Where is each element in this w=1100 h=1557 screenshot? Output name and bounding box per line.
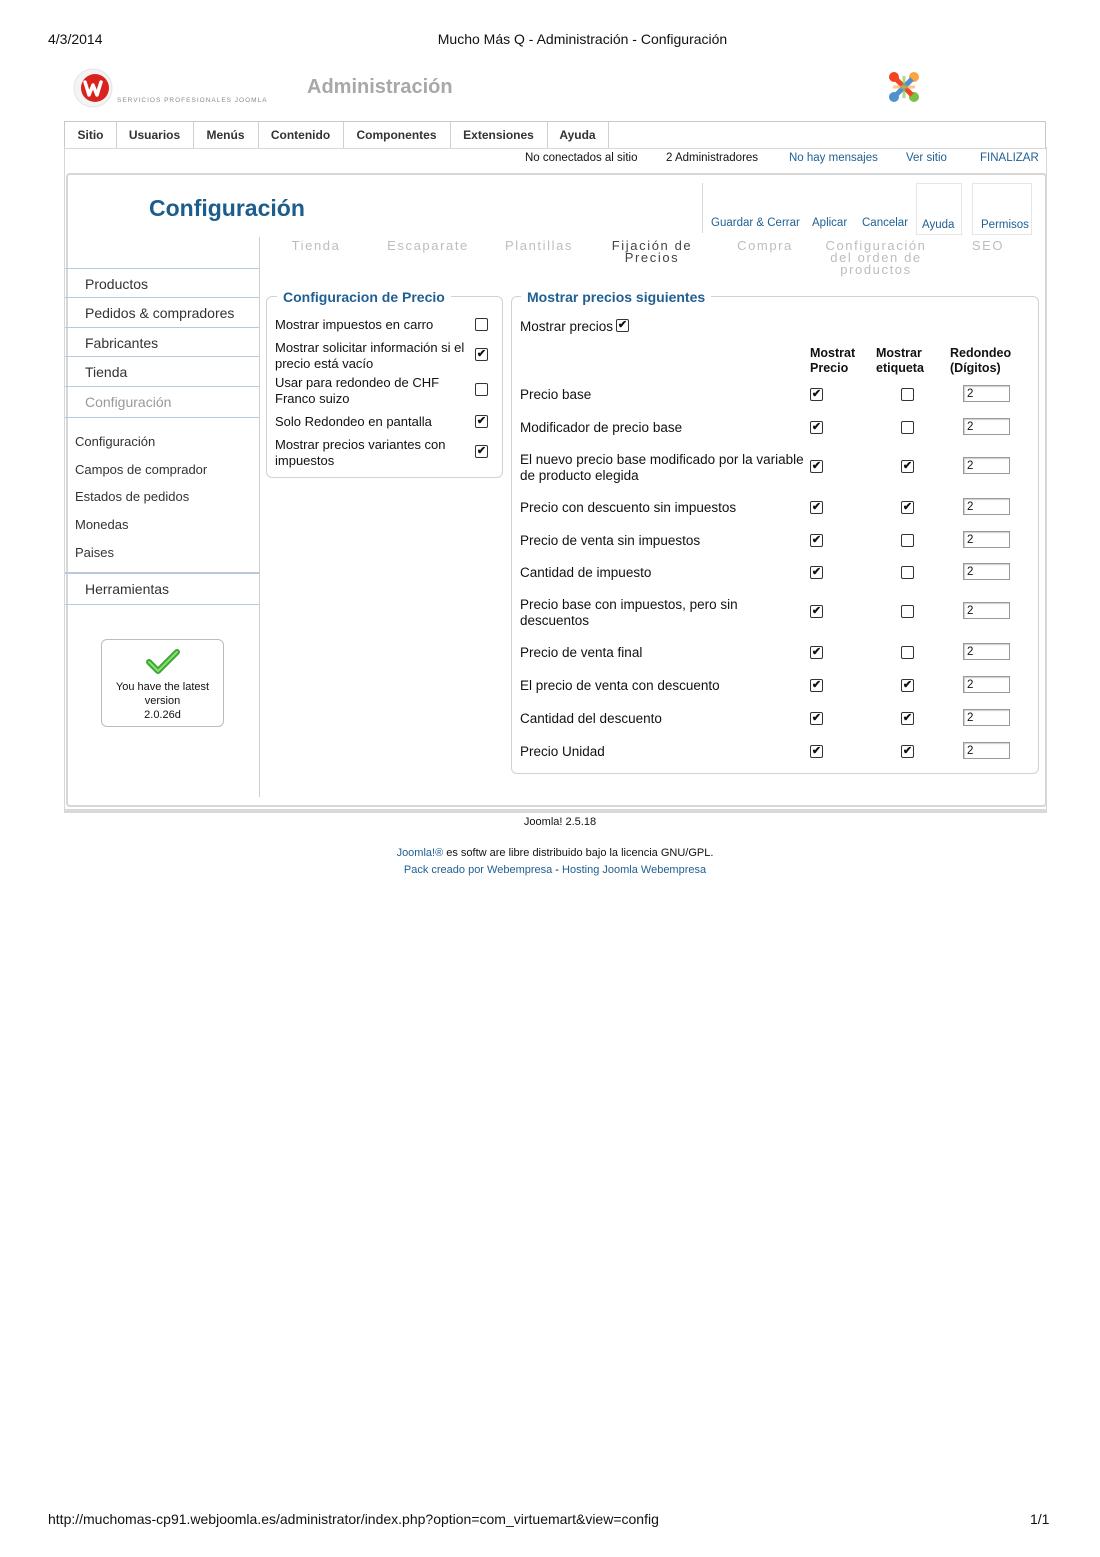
show-prices-legend: Mostrar precios siguientes [521, 289, 711, 305]
show-prices-label: Mostrar precios [520, 319, 614, 334]
col-head-mostrar-etiqueta: Mostrar etiqueta [876, 346, 924, 375]
rounding-digits-input[interactable]: 2 [963, 418, 1010, 435]
price-row-label: Precio base con impuestos, pero sin descuentos [520, 597, 738, 628]
show-label-checkbox[interactable] [901, 388, 914, 401]
print-date: 4/3/2014 [48, 31, 103, 47]
tab-tienda[interactable]: Tienda [291, 238, 341, 253]
status-admins: 2 Administradores [666, 152, 759, 164]
version-text: You have the latest version 2.0.26d [102, 680, 223, 722]
tab-fijacion-precios[interactable]: Fijación de Precios [611, 238, 693, 265]
sidebar-item-fabricantes[interactable]: Fabricantes [65, 327, 259, 358]
price-row-label: Precio de venta sin impuestos [520, 533, 701, 548]
sidebar-sub-monedas[interactable]: Monedas [75, 517, 129, 532]
rounding-digits-input[interactable]: 2 [963, 385, 1010, 402]
menu-usuarios[interactable]: Usuarios [116, 122, 194, 148]
show-label-checkbox[interactable] [901, 605, 914, 618]
print-page-number: 1/1 [1030, 1511, 1050, 1527]
version-number: 2.0.26d [144, 709, 181, 721]
rounding-digits-input[interactable]: 2 [963, 498, 1010, 515]
col-head-redondeo: Redondeo (Dígitos) [950, 346, 1012, 375]
sidebar-item-tienda[interactable]: Tienda [65, 356, 259, 387]
show-price-checkbox[interactable]: ✔ [811, 534, 822, 546]
menu-extensiones[interactable]: Extensiones [450, 122, 548, 148]
show-price-checkbox[interactable]: ✔ [811, 388, 822, 400]
price-row-label: Precio base [520, 387, 592, 402]
show-price-checkbox[interactable]: ✔ [811, 646, 822, 658]
permissions-button[interactable]: Permisos [981, 219, 1029, 231]
save-close-button[interactable]: Guardar & Cerrar [711, 217, 800, 229]
version-box [101, 639, 224, 727]
apply-button[interactable]: Aplicar [812, 217, 848, 229]
show-label-checkbox[interactable] [901, 646, 914, 659]
page-title: Configuración [149, 195, 305, 221]
price-config-checkbox[interactable]: ✔ [476, 348, 487, 360]
col-head-mostrar-precio: Mostrat Precio [810, 346, 856, 375]
show-label-checkbox[interactable] [901, 566, 914, 579]
show-label-checkbox[interactable]: ✔ [902, 712, 913, 724]
status-not-connected: No conectados al sitio [525, 152, 638, 164]
price-config-label: Mostrar solicitar información si el precio está vacío [275, 340, 465, 371]
joomla-link[interactable]: Joomla!® [396, 847, 444, 859]
help-button[interactable]: Ayuda [922, 219, 955, 231]
tab-escaparate[interactable]: Escaparate [387, 238, 469, 253]
price-config-label: Solo Redondeo en pantalla [275, 414, 432, 429]
price-config-legend: Configuracion de Precio [277, 289, 451, 305]
rounding-digits-input[interactable]: 2 [963, 742, 1010, 759]
view-site-link[interactable]: Ver sitio [906, 152, 947, 164]
price-config-checkbox[interactable] [475, 383, 488, 396]
webempresa-pack-link[interactable]: Pack creado por Webempresa [403, 864, 553, 876]
price-row-label: El nuevo precio base modificado por la variable de producto elegida [520, 452, 804, 483]
print-title: Mucho Más Q - Administración - Configuración [437, 31, 728, 47]
show-label-checkbox[interactable]: ✔ [902, 679, 913, 691]
show-price-checkbox[interactable]: ✔ [811, 679, 822, 691]
menu-componentes[interactable]: Componentes [343, 122, 451, 148]
sidebar-sub-paises[interactable]: Paises [75, 545, 115, 560]
show-price-checkbox[interactable]: ✔ [811, 566, 822, 578]
menu-contenido[interactable]: Contenido [258, 122, 344, 148]
cancel-button[interactable]: Cancelar [862, 217, 909, 229]
price-row-label: Cantidad de impuesto [520, 565, 652, 580]
price-config-label: Usar para redondeo de CHF Franco suizo [275, 375, 440, 406]
license-text: es softw are libre distribuido bajo la licencia GNU/GPL. [443, 847, 714, 859]
sidebar-item-herramientas[interactable]: Herramientas [65, 572, 259, 605]
show-label-checkbox[interactable]: ✔ [902, 460, 913, 472]
rounding-digits-input[interactable]: 2 [963, 563, 1010, 580]
joomla-logo-icon [887, 70, 921, 104]
price-config-label: Mostrar precios variantes con impuestos [275, 437, 446, 468]
hosting-link[interactable]: Hosting Joomla Webempresa [562, 864, 707, 876]
show-label-checkbox[interactable]: ✔ [902, 745, 913, 757]
rounding-digits-input[interactable]: 2 [963, 643, 1010, 660]
rounding-digits-input[interactable]: 2 [963, 709, 1010, 726]
show-price-checkbox[interactable]: ✔ [811, 712, 822, 724]
price-row-label: Precio Unidad [520, 744, 605, 759]
pack-line [0, 864, 1100, 876]
price-row-label: El precio de venta con descuento [520, 678, 720, 693]
price-config-checkbox[interactable]: ✔ [476, 415, 487, 427]
show-label-checkbox[interactable]: ✔ [902, 501, 913, 513]
show-price-checkbox[interactable]: ✔ [811, 501, 822, 513]
joomla-version: Joomla! 2.5.18 [523, 816, 597, 828]
sidebar-sub-campos-comprador[interactable]: Campos de comprador [75, 462, 208, 477]
print-url: http://muchomas-cp91.webjoomla.es/administrator/index.php?option=com_virtuemart&view=config [48, 1511, 659, 1527]
show-price-checkbox[interactable]: ✔ [811, 460, 822, 472]
show-prices-checkbox[interactable]: ✔ [617, 319, 628, 331]
rounding-digits-input[interactable]: 2 [963, 602, 1010, 619]
status-messages-link[interactable]: No hay mensajes [789, 152, 878, 164]
sidebar-sub-estados-pedidos[interactable]: Estados de pedidos [75, 489, 190, 504]
footer-separator: - [552, 864, 563, 876]
top-menu-bar [64, 121, 1046, 149]
logout-link[interactable]: FINALIZAR [980, 152, 1039, 164]
rounding-digits-input[interactable]: 2 [963, 457, 1010, 474]
logo-tagline: SERVICIOS PROFESIONALES JOOMLA [117, 97, 268, 104]
tab-compra[interactable]: Compra [737, 238, 793, 253]
price-config-label: Mostrar impuestos en carro [275, 317, 434, 332]
sidebar-item-productos[interactable]: Productos [65, 268, 259, 299]
show-price-checkbox[interactable]: ✔ [811, 605, 822, 617]
license-line [0, 847, 1100, 859]
tab-orden-productos[interactable]: Configuración del orden de productos [825, 238, 927, 277]
menu-ayuda[interactable]: Ayuda [547, 122, 609, 148]
show-label-checkbox[interactable] [901, 421, 914, 434]
price-row-label: Modificador de precio base [520, 420, 683, 435]
toolbar-divider [702, 183, 703, 233]
rounding-digits-input[interactable]: 2 [963, 531, 1010, 548]
price-row-label: Precio con descuento sin impuestos [520, 500, 737, 515]
sidebar-item-configuracion[interactable]: Configuración [65, 386, 259, 418]
price-config-checkbox[interactable] [475, 318, 488, 331]
price-row-label: Precio de venta final [520, 645, 643, 660]
menu-sitio[interactable]: Sitio [65, 122, 117, 148]
sidebar-item-pedidos[interactable]: Pedidos & compradores [65, 297, 259, 328]
sidebar-sub-configuracion[interactable]: Configuración [75, 434, 156, 449]
menu-menus[interactable]: Menús [193, 122, 259, 148]
sidebar-divider [259, 237, 260, 797]
price-config-checkbox[interactable]: ✔ [476, 445, 487, 457]
show-label-checkbox[interactable] [901, 534, 914, 547]
webempresa-logo-icon[interactable] [72, 67, 114, 109]
green-checkmark-icon [146, 648, 180, 681]
price-row-label: Cantidad del descuento [520, 711, 662, 726]
tab-seo[interactable]: SEO [971, 238, 1005, 253]
show-price-checkbox[interactable]: ✔ [811, 745, 822, 757]
show-price-checkbox[interactable]: ✔ [811, 421, 822, 433]
rounding-digits-input[interactable]: 2 [963, 676, 1010, 693]
admin-title: Administración [307, 76, 453, 98]
tab-plantillas[interactable]: Plantillas [504, 238, 574, 253]
